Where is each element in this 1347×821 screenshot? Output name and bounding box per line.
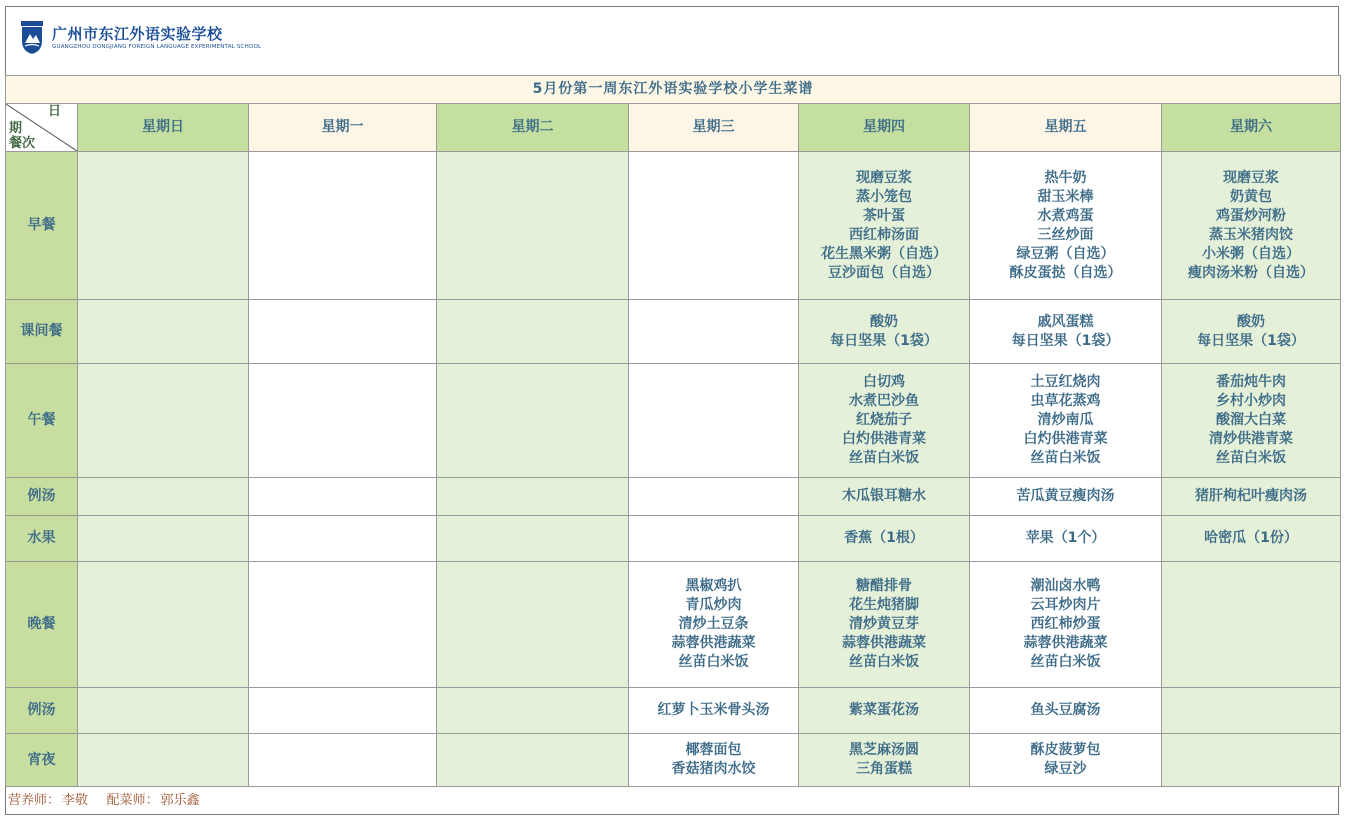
menu-cell [78, 364, 249, 478]
menu-cell [799, 734, 970, 787]
menu-cell [437, 152, 629, 300]
meal-row [6, 478, 1341, 516]
school-name-english: GUANGZHOU DONGJIANG FOREIGN LANGUAGE EXPERIMENTAL SCHOOL [52, 44, 262, 50]
menu-cell [970, 478, 1162, 516]
dish-item: 甜玉米棒 [1037, 188, 1094, 205]
menu-cell [249, 152, 437, 300]
dish-item: 西红柿汤面 [849, 226, 919, 243]
dish-item: 西红柿炒蛋 [1030, 616, 1101, 632]
menu-cell [78, 562, 249, 688]
menu-cell [799, 562, 970, 688]
dish-item: 丝苗白米饭 [849, 654, 919, 670]
dish-item: 鸡蛋炒河粉 [1216, 207, 1286, 224]
dish-item: 清炒南瓜 [1037, 412, 1094, 428]
corner-meal-label: 餐次 [9, 136, 36, 151]
menu-cell [1162, 152, 1341, 300]
meal-label: 早餐 [6, 152, 78, 300]
dish-item: 小米粥（自选） [1202, 245, 1300, 262]
meal-row [6, 734, 1341, 787]
menu-cell [1162, 734, 1341, 787]
meal-row [6, 300, 1341, 364]
day-header: 星期四 [799, 104, 970, 152]
menu-cell [437, 516, 629, 562]
menu-cell [970, 364, 1162, 478]
dish-item: 绿豆粥（自选） [1016, 245, 1115, 262]
day-header: 星期五 [970, 104, 1162, 152]
menu-cell [629, 516, 799, 562]
dish-item: 红烧茄子 [856, 412, 912, 428]
dish-item: 清炒黄豆芽 [849, 616, 919, 632]
dish-item: 乡村小炒肉 [1216, 393, 1286, 409]
dish-item: 酸奶 [870, 313, 898, 330]
dish-item: 白灼供港青菜 [842, 431, 926, 447]
dish-item: 猪肝枸杞叶瘦肉汤 [1195, 488, 1307, 504]
menu-cell [799, 688, 970, 734]
day-header: 星期一 [249, 104, 437, 152]
dish-item: 香菇猪肉水饺 [671, 761, 756, 777]
dish-item: 丝苗白米饭 [1030, 450, 1101, 466]
menu-cell [437, 300, 629, 364]
dish-item: 白切鸡 [863, 374, 905, 390]
nutritionist-name: 李敬 [62, 793, 89, 808]
menu-cell [629, 478, 799, 516]
school-name: 广州市东江外语实验学校 [52, 25, 223, 43]
dish-item: 绿豆沙 [1044, 761, 1087, 777]
menu-cell [1162, 478, 1341, 516]
corner-date-label: 期 [9, 121, 23, 136]
chef-name: 郭乐鑫 [160, 793, 200, 808]
dish-item: 土豆红烧肉 [1030, 374, 1101, 390]
meal-row [6, 152, 1341, 300]
dish-item: 红萝卜玉米骨头汤 [657, 702, 770, 718]
dish-item: 现磨豆浆 [1223, 169, 1279, 186]
dish-item: 水煮鸡蛋 [1037, 207, 1094, 224]
meal-label: 水果 [6, 516, 78, 562]
menu-cell [78, 152, 249, 300]
menu-cell [437, 734, 629, 787]
dish-item: 戚风蛋糕 [1037, 313, 1094, 330]
dish-item: 每日坚果（1袋） [830, 332, 938, 349]
day-header: 星期六 [1162, 104, 1341, 152]
meal-label: 例汤 [6, 688, 78, 734]
dish-item: 三丝炒面 [1037, 226, 1094, 243]
menu-cell [970, 688, 1162, 734]
dish-item: 水煮巴沙鱼 [849, 393, 919, 409]
menu-cell [1162, 562, 1341, 688]
day-header: 星期二 [437, 104, 629, 152]
dish-item: 潮汕卤水鸭 [1030, 578, 1101, 594]
dish-item: 丝苗白米饭 [678, 654, 749, 670]
menu-cell [249, 364, 437, 478]
meal-row [6, 688, 1341, 734]
menu-cell [78, 516, 249, 562]
nutritionist-label: 营养师： [8, 793, 61, 808]
menu-cell [78, 478, 249, 516]
dish-item: 蒜蓉供港蔬菜 [1023, 635, 1108, 651]
dish-item: 苹果（1个） [1025, 530, 1106, 546]
school-shield-icon [20, 21, 44, 55]
dish-item: 鱼头豆腐汤 [1030, 702, 1101, 718]
dish-item: 花生炖猪脚 [849, 597, 919, 613]
dish-item: 蒸玉米猪肉饺 [1209, 226, 1293, 243]
dish-item: 椰蓉面包 [685, 742, 742, 758]
menu-cell [799, 300, 970, 364]
meal-label: 课间餐 [6, 300, 78, 364]
menu-cell [629, 562, 799, 688]
menu-cell [437, 364, 629, 478]
dish-item: 瘦肉汤米粉（自选） [1188, 264, 1314, 281]
menu-cell [629, 152, 799, 300]
dish-item: 白灼供港青菜 [1023, 431, 1108, 447]
menu-cell [78, 300, 249, 364]
menu-cell [249, 688, 437, 734]
dish-item: 豆沙面包（自选） [828, 264, 940, 281]
menu-cell [437, 688, 629, 734]
menu-cell [1162, 516, 1341, 562]
menu-cell [629, 300, 799, 364]
dish-item: 每日坚果（1袋） [1197, 332, 1305, 349]
dish-item: 木瓜银耳糖水 [842, 488, 926, 504]
chef-label: 配菜师： [106, 793, 159, 808]
dish-item: 热牛奶 [1044, 169, 1087, 186]
meal-row [6, 562, 1341, 688]
menu-cell [437, 478, 629, 516]
dish-item: 苦瓜黄豆瘦肉汤 [1016, 488, 1115, 504]
menu-cell [437, 562, 629, 688]
menu-cell [970, 734, 1162, 787]
dish-item: 丝苗白米饭 [1030, 654, 1101, 670]
meal-row [6, 364, 1341, 478]
dish-item: 青瓜炒肉 [685, 597, 742, 613]
dish-item: 花生黑米粥（自选） [821, 245, 947, 262]
menu-cell [249, 300, 437, 364]
corner-day-label: 日 [47, 104, 61, 119]
menu-cell [970, 300, 1162, 364]
dish-item: 现磨豆浆 [856, 169, 912, 186]
menu-cell [970, 516, 1162, 562]
menu-cell [78, 688, 249, 734]
dish-item: 酥皮蛋挞（自选） [1009, 264, 1122, 281]
dish-item: 番茄炖牛肉 [1216, 374, 1286, 390]
dish-item: 每日坚果（1袋） [1011, 332, 1120, 349]
menu-cell [1162, 688, 1341, 734]
dish-item: 黑芝麻汤圆 [849, 742, 919, 758]
day-header: 星期日 [78, 104, 249, 152]
meal-label: 晚餐 [6, 562, 78, 688]
menu-cell [249, 734, 437, 787]
dish-item: 三角蛋糕 [856, 761, 912, 777]
dish-item: 蒜蓉供港蔬菜 [671, 635, 756, 651]
menu-cell [799, 152, 970, 300]
menu-cell [249, 478, 437, 516]
menu-cell [799, 478, 970, 516]
dish-item: 蒜蓉供港蔬菜 [842, 635, 926, 651]
dish-item: 酸奶 [1237, 313, 1265, 330]
menu-cell [1162, 300, 1341, 364]
menu-cell [970, 562, 1162, 688]
menu-table [5, 75, 1341, 787]
dish-item: 香蕉（1根） [844, 530, 924, 546]
menu-cell [1162, 364, 1341, 478]
menu-cell [249, 562, 437, 688]
menu-title: 5月份第一周东江外语实验学校小学生菜谱 [6, 76, 1341, 104]
menu-cell [799, 364, 970, 478]
meal-label: 例汤 [6, 478, 78, 516]
dish-item: 丝苗白米饭 [1216, 450, 1286, 466]
school-logo [20, 18, 261, 58]
dish-item: 云耳炒肉片 [1030, 597, 1101, 613]
dish-item: 丝苗白米饭 [849, 450, 919, 466]
corner-header [6, 104, 78, 152]
dish-item: 黑椒鸡扒 [685, 578, 742, 594]
meal-label: 宵夜 [6, 734, 78, 787]
dish-item: 酸溜大白菜 [1216, 412, 1286, 428]
menu-cell [78, 734, 249, 787]
menu-cell [249, 516, 437, 562]
dish-item: 虫草花蒸鸡 [1030, 393, 1101, 409]
menu-cell [970, 152, 1162, 300]
dish-item: 茶叶蛋 [863, 207, 905, 224]
dish-item: 糖醋排骨 [856, 578, 912, 594]
meal-row [6, 516, 1341, 562]
menu-cell [799, 516, 970, 562]
staff-footer [8, 792, 202, 810]
day-header: 星期三 [629, 104, 799, 152]
dish-item: 蒸小笼包 [856, 188, 912, 205]
meal-label: 午餐 [6, 364, 78, 478]
menu-cell [629, 364, 799, 478]
menu-cell [629, 734, 799, 787]
dish-item: 清炒供港青菜 [1209, 431, 1293, 447]
dish-item: 酥皮菠萝包 [1030, 742, 1101, 758]
dish-item: 清炒土豆条 [678, 616, 749, 632]
dish-item: 奶黄包 [1230, 188, 1272, 205]
dish-item: 紫菜蛋花汤 [849, 702, 919, 718]
menu-cell [629, 688, 799, 734]
dish-item: 哈密瓜（1份） [1204, 530, 1298, 546]
